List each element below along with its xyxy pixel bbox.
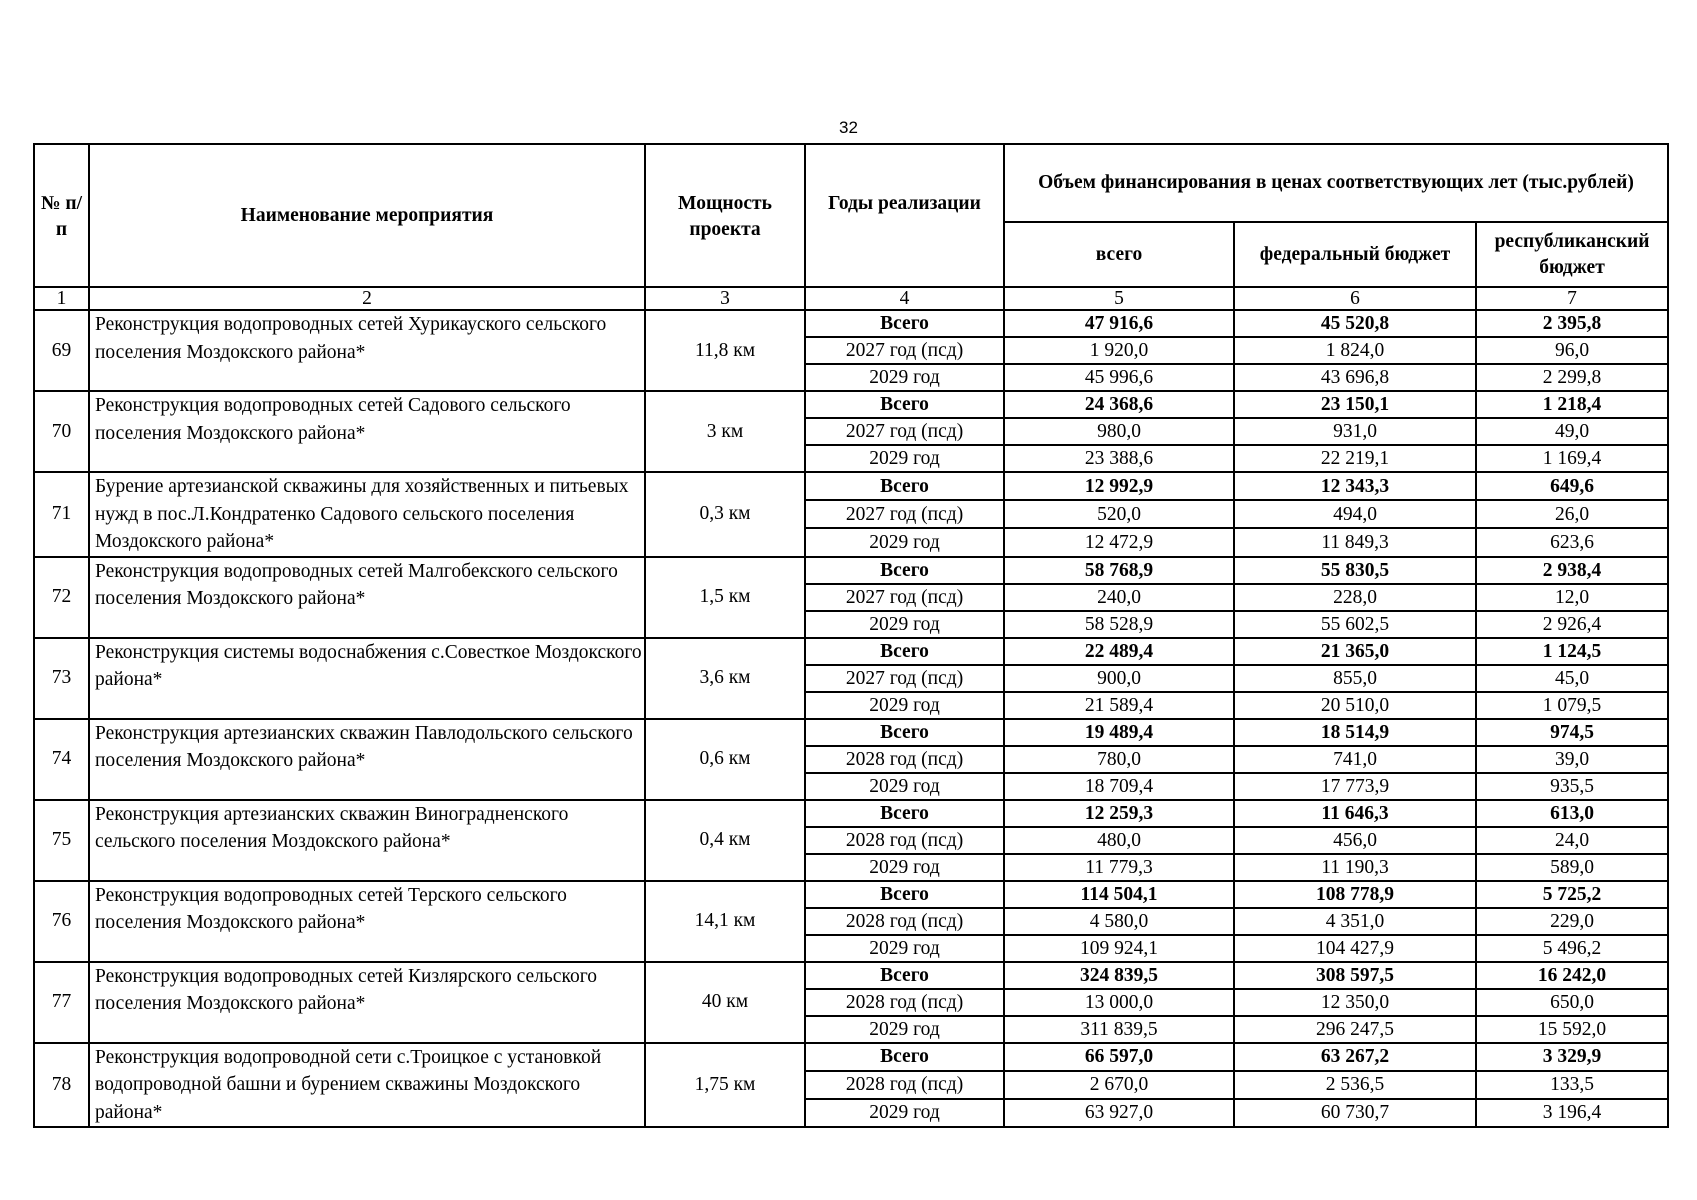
project-power: 14,1 км	[645, 881, 805, 962]
federal-cell: 741,0	[1234, 746, 1476, 773]
federal-cell: 23 150,1	[1234, 391, 1476, 418]
year-cell: 2028 год (псд)	[805, 746, 1004, 773]
year-cell: Всего	[805, 719, 1004, 746]
republic-cell: 49,0	[1476, 418, 1668, 445]
project-power: 40 км	[645, 962, 805, 1043]
year-cell: Всего	[805, 800, 1004, 827]
federal-cell: 18 514,9	[1234, 719, 1476, 746]
year-cell: 2029 год	[805, 445, 1004, 472]
total-cell: 66 597,0	[1004, 1043, 1234, 1071]
republic-cell: 3 196,4	[1476, 1099, 1668, 1127]
total-cell: 63 927,0	[1004, 1099, 1234, 1127]
republic-cell: 133,5	[1476, 1071, 1668, 1099]
table-row-total	[34, 962, 1668, 989]
header-republic: республиканский бюджет	[1476, 222, 1668, 287]
project-power: 0,6 км	[645, 719, 805, 800]
year-cell: 2029 год	[805, 935, 1004, 962]
header-total: всего	[1004, 222, 1234, 287]
year-cell: Всего	[805, 881, 1004, 908]
total-cell: 47 916,6	[1004, 310, 1234, 337]
row-number: 70	[34, 391, 89, 472]
total-cell: 22 489,4	[1004, 638, 1234, 665]
year-cell: 2027 год (псд)	[805, 337, 1004, 364]
measure-name: Реконструкция водопроводных сетей Малгобекского сельского поселения Моздокского района*	[89, 557, 645, 638]
republic-cell: 5 725,2	[1476, 881, 1668, 908]
federal-cell: 494,0	[1234, 500, 1476, 528]
measure-name: Реконструкция водопроводной сети с.Троицкое с установкой водопроводной башни и бурением скважины Моздокского района*	[89, 1043, 645, 1128]
measure-name: Реконструкция артезианских скважин Павлодольского сельского поселения Моздокского района*	[89, 719, 645, 800]
federal-cell: 12 343,3	[1234, 472, 1476, 500]
federal-cell: 456,0	[1234, 827, 1476, 854]
year-cell: 2028 год (псд)	[805, 908, 1004, 935]
measure-name: Реконструкция водопроводных сетей Хурикауского сельского поселения Моздокского района*	[89, 310, 645, 391]
republic-cell: 45,0	[1476, 665, 1668, 692]
total-cell: 19 489,4	[1004, 719, 1234, 746]
federal-cell: 12 350,0	[1234, 989, 1476, 1016]
column-number: 4	[805, 287, 1004, 310]
total-cell: 23 388,6	[1004, 445, 1234, 472]
total-cell: 114 504,1	[1004, 881, 1234, 908]
header-years: Годы реализации	[805, 144, 1004, 287]
row-number: 73	[34, 638, 89, 719]
year-cell: 2029 год	[805, 854, 1004, 881]
total-cell: 18 709,4	[1004, 773, 1234, 800]
year-cell: Всего	[805, 391, 1004, 418]
total-cell: 12 472,9	[1004, 528, 1234, 556]
header-name: Наименование мероприятия	[89, 144, 645, 287]
column-number: 3	[645, 287, 805, 310]
total-cell: 240,0	[1004, 584, 1234, 611]
year-cell: 2029 год	[805, 611, 1004, 638]
total-cell: 11 779,3	[1004, 854, 1234, 881]
year-cell: 2029 год	[805, 692, 1004, 719]
federal-cell: 43 696,8	[1234, 364, 1476, 391]
header-power: Мощность проекта	[645, 144, 805, 287]
federal-cell: 855,0	[1234, 665, 1476, 692]
column-number: 2	[89, 287, 645, 310]
year-cell: 2027 год (псд)	[805, 418, 1004, 445]
measure-name: Реконструкция водопроводных сетей Кизлярского сельского поселения Моздокского района*	[89, 962, 645, 1043]
republic-cell: 935,5	[1476, 773, 1668, 800]
republic-cell: 1 218,4	[1476, 391, 1668, 418]
table-row-total	[34, 557, 1668, 584]
federal-cell: 108 778,9	[1234, 881, 1476, 908]
project-power: 0,4 км	[645, 800, 805, 881]
total-cell: 1 920,0	[1004, 337, 1234, 364]
republic-cell: 24,0	[1476, 827, 1668, 854]
total-cell: 900,0	[1004, 665, 1234, 692]
financing-table	[33, 143, 1669, 1128]
total-cell: 13 000,0	[1004, 989, 1234, 1016]
total-cell: 24 368,6	[1004, 391, 1234, 418]
year-cell: Всего	[805, 557, 1004, 584]
federal-cell: 55 602,5	[1234, 611, 1476, 638]
republic-cell: 96,0	[1476, 337, 1668, 364]
header-num: № п/п	[34, 144, 89, 287]
column-number: 5	[1004, 287, 1234, 310]
year-cell: 2027 год (псд)	[805, 665, 1004, 692]
federal-cell: 22 219,1	[1234, 445, 1476, 472]
republic-cell: 623,6	[1476, 528, 1668, 556]
measure-name: Реконструкция водопроводных сетей Терского сельского поселения Моздокского района*	[89, 881, 645, 962]
table-row-total	[34, 391, 1668, 418]
year-cell: 2029 год	[805, 1099, 1004, 1127]
row-number: 77	[34, 962, 89, 1043]
year-cell: 2027 год (псд)	[805, 500, 1004, 528]
republic-cell: 2 299,8	[1476, 364, 1668, 391]
year-cell: Всего	[805, 1043, 1004, 1071]
total-cell: 2 670,0	[1004, 1071, 1234, 1099]
year-cell: 2028 год (псд)	[805, 989, 1004, 1016]
republic-cell: 1 169,4	[1476, 445, 1668, 472]
federal-cell: 931,0	[1234, 418, 1476, 445]
republic-cell: 229,0	[1476, 908, 1668, 935]
federal-cell: 228,0	[1234, 584, 1476, 611]
column-number: 6	[1234, 287, 1476, 310]
table-row-total	[34, 800, 1668, 827]
federal-cell: 4 351,0	[1234, 908, 1476, 935]
project-power: 11,8 км	[645, 310, 805, 391]
republic-cell: 2 926,4	[1476, 611, 1668, 638]
republic-cell: 650,0	[1476, 989, 1668, 1016]
column-number: 1	[34, 287, 89, 310]
table-row-total	[34, 1043, 1668, 1071]
table-row-total	[34, 881, 1668, 908]
republic-cell: 649,6	[1476, 472, 1668, 500]
year-cell: Всего	[805, 310, 1004, 337]
column-number: 7	[1476, 287, 1668, 310]
republic-cell: 3 329,9	[1476, 1043, 1668, 1071]
header-volume: Объем финансирования в ценах соответствующих лет (тыс.рублей)	[1004, 144, 1668, 222]
federal-cell: 20 510,0	[1234, 692, 1476, 719]
total-cell: 12 259,3	[1004, 800, 1234, 827]
republic-cell: 12,0	[1476, 584, 1668, 611]
federal-cell: 11 849,3	[1234, 528, 1476, 556]
table-body	[34, 310, 1668, 1127]
federal-cell: 55 830,5	[1234, 557, 1476, 584]
federal-cell: 1 824,0	[1234, 337, 1476, 364]
project-power: 1,5 км	[645, 557, 805, 638]
column-numbers-row	[34, 287, 1668, 310]
measure-name: Реконструкция артезианских скважин Виноградненского сельского поселения Моздокского района*	[89, 800, 645, 881]
republic-cell: 39,0	[1476, 746, 1668, 773]
republic-cell: 5 496,2	[1476, 935, 1668, 962]
federal-cell: 104 427,9	[1234, 935, 1476, 962]
header-federal: федеральный бюджет	[1234, 222, 1476, 287]
row-number: 69	[34, 310, 89, 391]
row-number: 71	[34, 472, 89, 557]
federal-cell: 17 773,9	[1234, 773, 1476, 800]
republic-cell: 2 938,4	[1476, 557, 1668, 584]
republic-cell: 974,5	[1476, 719, 1668, 746]
federal-cell: 296 247,5	[1234, 1016, 1476, 1043]
total-cell: 520,0	[1004, 500, 1234, 528]
total-cell: 58 768,9	[1004, 557, 1234, 584]
row-number: 74	[34, 719, 89, 800]
row-number: 78	[34, 1043, 89, 1128]
republic-cell: 16 242,0	[1476, 962, 1668, 989]
year-cell: 2029 год	[805, 528, 1004, 556]
republic-cell: 15 592,0	[1476, 1016, 1668, 1043]
row-number: 72	[34, 557, 89, 638]
federal-cell: 60 730,7	[1234, 1099, 1476, 1127]
year-cell: 2029 год	[805, 773, 1004, 800]
total-cell: 12 992,9	[1004, 472, 1234, 500]
total-cell: 58 528,9	[1004, 611, 1234, 638]
total-cell: 4 580,0	[1004, 908, 1234, 935]
project-power: 0,3 км	[645, 472, 805, 557]
federal-cell: 63 267,2	[1234, 1043, 1476, 1071]
total-cell: 324 839,5	[1004, 962, 1234, 989]
federal-cell: 21 365,0	[1234, 638, 1476, 665]
republic-cell: 2 395,8	[1476, 310, 1668, 337]
table-row-total	[34, 472, 1668, 500]
republic-cell: 1 124,5	[1476, 638, 1668, 665]
total-cell: 311 839,5	[1004, 1016, 1234, 1043]
year-cell: 2027 год (псд)	[805, 584, 1004, 611]
federal-cell: 11 190,3	[1234, 854, 1476, 881]
total-cell: 45 996,6	[1004, 364, 1234, 391]
project-power: 3 км	[645, 391, 805, 472]
year-cell: 2029 год	[805, 1016, 1004, 1043]
federal-cell: 2 536,5	[1234, 1071, 1476, 1099]
year-cell: Всего	[805, 472, 1004, 500]
table-row-total	[34, 719, 1668, 746]
republic-cell: 589,0	[1476, 854, 1668, 881]
row-number: 76	[34, 881, 89, 962]
year-cell: 2028 год (псд)	[805, 1071, 1004, 1099]
year-cell: Всего	[805, 962, 1004, 989]
total-cell: 780,0	[1004, 746, 1234, 773]
total-cell: 109 924,1	[1004, 935, 1234, 962]
table-row-total	[34, 638, 1668, 665]
republic-cell: 1 079,5	[1476, 692, 1668, 719]
page-number: 32	[839, 118, 858, 137]
table-row-total	[34, 310, 1668, 337]
year-cell: 2029 год	[805, 364, 1004, 391]
republic-cell: 613,0	[1476, 800, 1668, 827]
measure-name: Бурение артезианской скважины для хозяйственных и питьевых нужд в пос.Л.Кондратенко Садового сельского поселения Моздокского района*	[89, 472, 645, 557]
total-cell: 480,0	[1004, 827, 1234, 854]
total-cell: 21 589,4	[1004, 692, 1234, 719]
republic-cell: 26,0	[1476, 500, 1668, 528]
project-power: 1,75 км	[645, 1043, 805, 1128]
year-cell: Всего	[805, 638, 1004, 665]
federal-cell: 308 597,5	[1234, 962, 1476, 989]
measure-name: Реконструкция водопроводных сетей Садового сельского поселения Моздокского района*	[89, 391, 645, 472]
federal-cell: 45 520,8	[1234, 310, 1476, 337]
row-number: 75	[34, 800, 89, 881]
project-power: 3,6 км	[645, 638, 805, 719]
year-cell: 2028 год (псд)	[805, 827, 1004, 854]
measure-name: Реконструкция системы водоснабжения с.Совесткое Моздокского района*	[89, 638, 645, 719]
federal-cell: 11 646,3	[1234, 800, 1476, 827]
total-cell: 980,0	[1004, 418, 1234, 445]
header-row	[34, 144, 1668, 222]
